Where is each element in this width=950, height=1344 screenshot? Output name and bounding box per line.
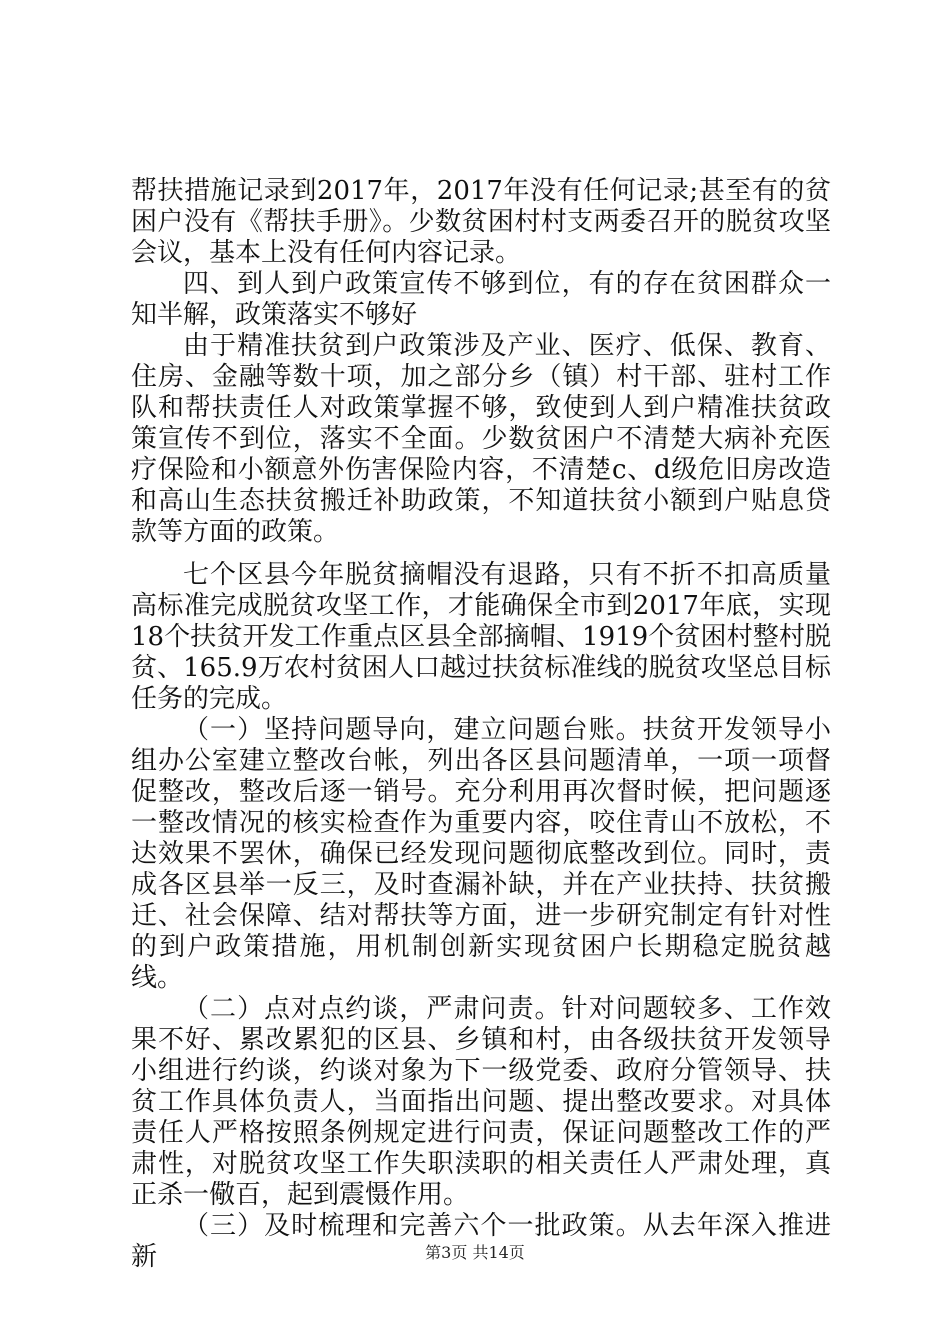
- paragraph-goal: 七个区县今年脱贫摘帽没有退路，只有不折不扣高质量高标准完成脱贫攻坚工作，才能确保全市到2017年底，实现18个扶贫开发工作重点区县全部摘帽、1919个贫困村整村脱贫、165.9万农村贫困人口越过扶贫标准线的脱贫攻坚总目标任务的完成。: [131, 560, 831, 714]
- paragraph-continuation: 帮扶措施记录到2017年，2017年没有任何记录;甚至有的贫困户没有《帮扶手册》。少数贫困村村支两委召开的脱贫攻坚会议，基本上没有任何内容记录。: [131, 176, 831, 268]
- paragraph-measure-one: （一）坚持问题导向，建立问题台账。扶贫开发领导小组办公室建立整改台帐，列出各区县问题清单，一项一项督促整改，整改后逐一销号。充分利用再次督时候，把问题逐一整改情况的核实检查作为重要内容，咬住青山不放松，不达效果不罢休，确保已经发现问题彻底整改到位。同时，责成各区县举一反三，及时查漏补缺，并在产业扶持、扶贫搬迁、社会保障、结对帮扶等方面，进一步研究制定有针对性的到户政策措施，用机制创新实现贫困户长期稳定脱贫越线。: [131, 715, 831, 993]
- paragraph-measure-two: （二）点对点约谈，严肃问责。针对问题较多、工作效果不好、累改累犯的区县、乡镇和村，由各级扶贫开发领导小组进行约谈，约谈对象为下一级党委、政府分管领导、扶贫工作具体负责人，当面指出问题、提出整改要求。对具体责任人严格按照条例规定进行问责，保证问题整改工作的严肃性，对脱贫攻坚工作失职渎职的相关责任人严肃处理，真正杀一儆百，起到震慑作用。: [131, 994, 831, 1210]
- paragraph-measure-three: （三）及时梳理和完善六个一批政策。从去年深入推进新: [131, 1211, 831, 1272]
- paragraph-policy-coverage: 由于精准扶贫到户政策涉及产业、医疗、低保、教育、住房、金融等数十项，加之部分乡（镇）村干部、驻村工作队和帮扶责任人对政策掌握不够，致使到人到户精准扶贫政策宣传不到位，落实不全面。少数贫困户不清楚大病补充医疗保险和小额意外伤害保险内容，不清楚c、d级危旧房改造和高山生态扶贫搬迁补助政策，不知道扶贫小额到户贴息贷款等方面的政策。: [131, 331, 831, 547]
- page-number-footer: 第3页 共14页: [425, 1243, 525, 1262]
- document-body: [131, 176, 831, 1273]
- section-heading-four: 四、到人到户政策宣传不够到位，有的存在贫困群众一知半解，政策落实不够好: [131, 269, 831, 330]
